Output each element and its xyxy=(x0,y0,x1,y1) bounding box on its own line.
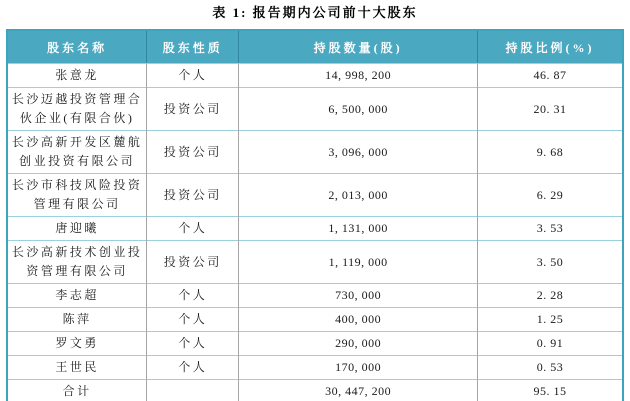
shareholder-type-cell: 投资公司 xyxy=(147,88,239,131)
col-header-shares-held: 持股数量(股) xyxy=(239,30,478,64)
shares-cell: 1, 119, 000 xyxy=(239,241,478,284)
shareholder-type-cell: 投资公司 xyxy=(147,131,239,174)
total-percentage-cell: 95. 15 xyxy=(478,380,623,401)
table-title: 表 1: 报告期内公司前十大股东 xyxy=(212,5,418,20)
percentage-cell: 0. 91 xyxy=(478,332,623,356)
shares-cell: 6, 500, 000 xyxy=(239,88,478,131)
shares-cell: 14, 998, 200 xyxy=(239,64,478,88)
percentage-cell: 2. 28 xyxy=(478,284,623,308)
shareholders-table xyxy=(6,29,624,401)
total-shares-cell: 30, 447, 200 xyxy=(239,380,478,401)
percentage-cell: 1. 25 xyxy=(478,308,623,332)
shareholder-type-cell: 投资公司 xyxy=(147,174,239,217)
shares-cell: 1, 131, 000 xyxy=(239,217,478,241)
shares-cell: 2, 013, 000 xyxy=(239,174,478,217)
percentage-cell: 20. 31 xyxy=(478,88,623,131)
shares-cell: 3, 096, 000 xyxy=(239,131,478,174)
table-row xyxy=(7,88,623,131)
table-row xyxy=(7,284,623,308)
percentage-cell: 3. 50 xyxy=(478,241,623,284)
total-type-cell xyxy=(147,380,239,401)
shareholder-name-cell: 长沙迈越投资管理合伙企业(有限合伙) xyxy=(7,88,147,131)
shareholder-type-cell: 个人 xyxy=(147,64,239,88)
table-row xyxy=(7,332,623,356)
table-row xyxy=(7,308,623,332)
percentage-cell: 0. 53 xyxy=(478,356,623,380)
total-row xyxy=(7,380,623,401)
shareholder-type-cell: 个人 xyxy=(147,284,239,308)
shares-cell: 730, 000 xyxy=(239,284,478,308)
table-row xyxy=(7,217,623,241)
shareholder-type-cell: 投资公司 xyxy=(147,241,239,284)
table-row xyxy=(7,241,623,284)
col-header-share-percentage: 持股比例(%) xyxy=(478,30,623,64)
shareholder-name-cell: 长沙高新开发区麓航创业投资有限公司 xyxy=(7,131,147,174)
shareholder-name-cell: 长沙高新技术创业投资管理有限公司 xyxy=(7,241,147,284)
total-label-cell: 合计 xyxy=(7,380,147,401)
shareholder-type-cell: 个人 xyxy=(147,217,239,241)
shareholder-name-cell: 王世民 xyxy=(7,356,147,380)
table-row xyxy=(7,131,623,174)
percentage-cell: 9. 68 xyxy=(478,131,623,174)
shares-cell: 400, 000 xyxy=(239,308,478,332)
percentage-cell: 46. 87 xyxy=(478,64,623,88)
col-header-shareholder-type: 股东性质 xyxy=(147,30,239,64)
table-row xyxy=(7,64,623,88)
shareholder-type-cell: 个人 xyxy=(147,356,239,380)
shareholder-type-cell: 个人 xyxy=(147,308,239,332)
shareholder-name-cell: 陈萍 xyxy=(7,308,147,332)
shareholder-name-cell: 长沙市科技风险投资管理有限公司 xyxy=(7,174,147,217)
table-row xyxy=(7,356,623,380)
shareholder-name-cell: 罗文勇 xyxy=(7,332,147,356)
col-header-shareholder-name: 股东名称 xyxy=(7,30,147,64)
header-row xyxy=(7,30,623,64)
percentage-cell: 3. 53 xyxy=(478,217,623,241)
shares-cell: 170, 000 xyxy=(239,356,478,380)
percentage-cell: 6. 29 xyxy=(478,174,623,217)
shares-cell: 290, 000 xyxy=(239,332,478,356)
shareholder-name-cell: 李志超 xyxy=(7,284,147,308)
shareholder-name-cell: 唐迎曦 xyxy=(7,217,147,241)
shareholder-type-cell: 个人 xyxy=(147,332,239,356)
table-row xyxy=(7,174,623,217)
shareholder-name-cell: 张意龙 xyxy=(7,64,147,88)
